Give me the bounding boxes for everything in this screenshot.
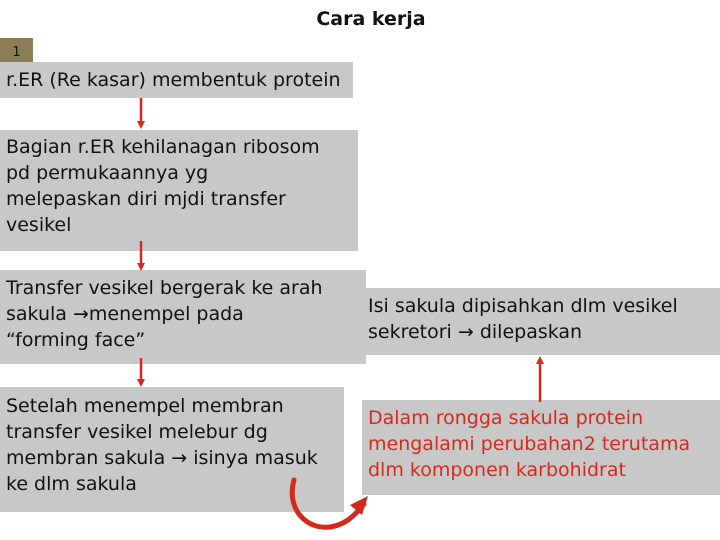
step-box-vesicle-transport: Transfer vesikel bergerak ke arah sakula →menempel pada “forming face” <box>0 270 366 364</box>
step-box-membrane-fusion: Setelah menempel membran transfer vesikel melebur dg membran sakula → isinya masuk ke dlm sakula <box>0 387 344 512</box>
step-box-secretory-release: Isi sakula dipisahkan dlm vesikel sekretori → dilepaskan <box>362 288 720 355</box>
step-box-ribosome-loss: Bagian r.ER kehilanagan ribosom pd permukaannya yg melepaskan diri mjdi transfer vesikel <box>0 130 358 251</box>
step-number-badge: 1 <box>0 38 33 66</box>
step-box-protein-synthesis: r.ER (Re kasar) membentuk protein <box>0 62 353 98</box>
page-title: Cara kerja <box>316 8 426 30</box>
step-box-carbohydrate-modification: Dalam rongga sakula protein mengalami perubahan2 terutama dlm komponen karbohidrat <box>362 400 720 495</box>
